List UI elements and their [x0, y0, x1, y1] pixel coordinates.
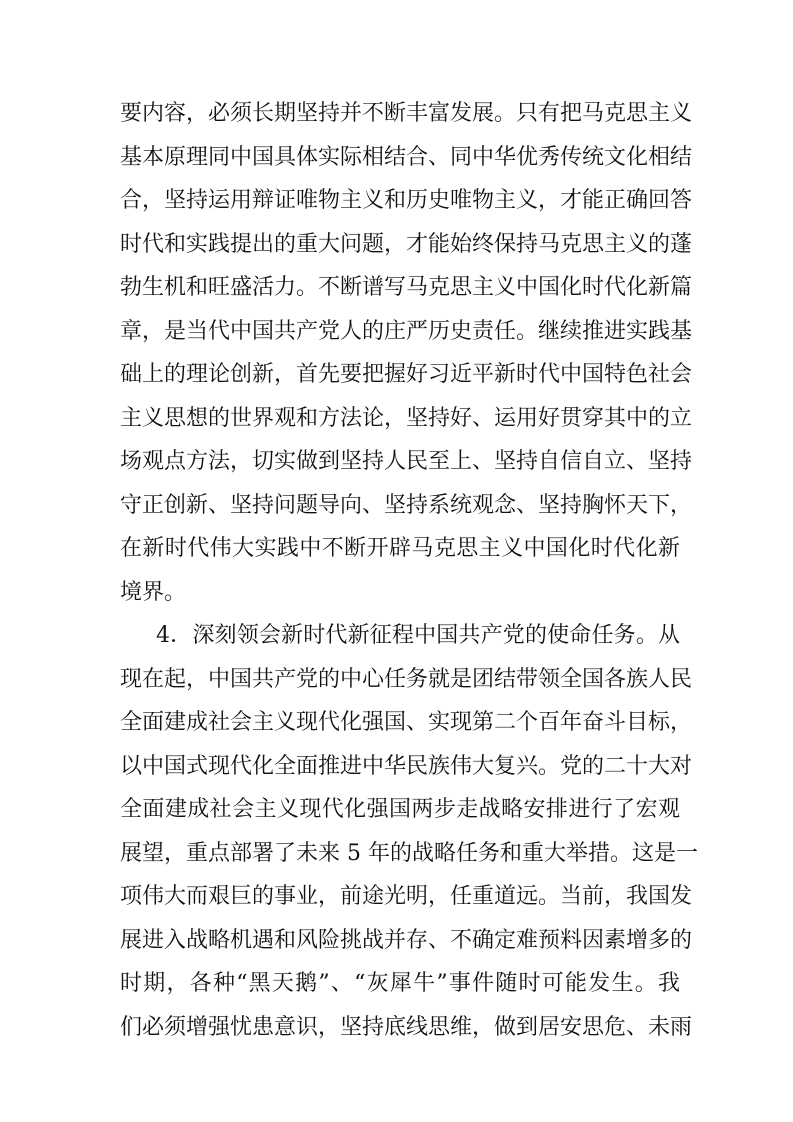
paragraph-2-line: 展进入战略机遇和风险挑战并存、不确定难预料因素增多的 — [120, 927, 693, 953]
paragraph-1-line: 时代和实践提出的重大问题，才能始终保持马克思主义的蓬 — [120, 231, 693, 257]
paragraph-1-line: 基本原理同中国具体实际相结合、同中华优秀传统文化相结 — [120, 144, 693, 170]
paragraph-1-line: 合，坚持运用辩证唯物主义和历史唯物主义，才能正确回答 — [120, 188, 693, 213]
paragraph-2-line: 们必须增强忧患意识，坚持底线思维，做到居安思危、未雨 — [120, 1014, 693, 1040]
paragraph-1-line: 在新时代伟大实践中不断开辟马克思主义中国化时代化新 — [120, 536, 680, 561]
paragraph-2-line: 现在起，中国共产党的中心任务就是团结带领全国各族人民 — [120, 666, 693, 692]
paragraph-1-line: 要内容，必须长期坚持并不断丰富发展。只有把马克思主义 — [120, 101, 693, 126]
paragraph-2-line: 全面建成社会主义现代化强国两步走战略安排进行了宏观 — [120, 797, 680, 822]
paragraph-1-line: 主义思想的世界观和方法论，坚持好、运用好贯穿其中的立 — [120, 405, 693, 431]
paragraph-1-line: 场观点方法，切实做到坚持人民至上、坚持自信自立、坚持 — [120, 449, 693, 474]
paragraph-2-line: 以中国式现代化全面推进中华民族伟大复兴。党的二十大对 — [120, 753, 693, 779]
paragraph-1-line: 础上的理论创新，首先要把握好习近平新时代中国特色社会 — [120, 362, 693, 387]
paragraph-2-line: 全面建成社会主义现代化强国、实现第二个百年奋斗目标， — [120, 710, 693, 735]
document-body — [120, 92, 698, 1049]
paragraph-1-line: 守正创新、坚持问题导向、坚持系统观念、坚持胸怀天下， — [120, 492, 693, 518]
paragraph-1-line: 章，是当代中国共产党人的庄严历史责任。继续推进实践基 — [120, 318, 693, 344]
paragraph-1-line: 勃生机和旺盛活力。不断谱写马克思主义中国化时代化新篇 — [120, 275, 693, 300]
paragraph-1-line: 境界。 — [120, 579, 187, 605]
paragraph-2-heading-line: 4．深刻领会新时代新征程中国共产党的使命任务。从 — [156, 623, 680, 648]
paragraph-2-line: 时期，各种“黑天鹅”、“灰犀牛”事件随时可能发生。我 — [120, 971, 680, 996]
paragraph-2-line: 项伟大而艰巨的事业，前途光明，任重道远。当前，我国发 — [120, 884, 693, 909]
paragraph-2-line: 展望，重点部署了未来 5 年的战略任务和重大举措。这是一 — [120, 840, 698, 866]
